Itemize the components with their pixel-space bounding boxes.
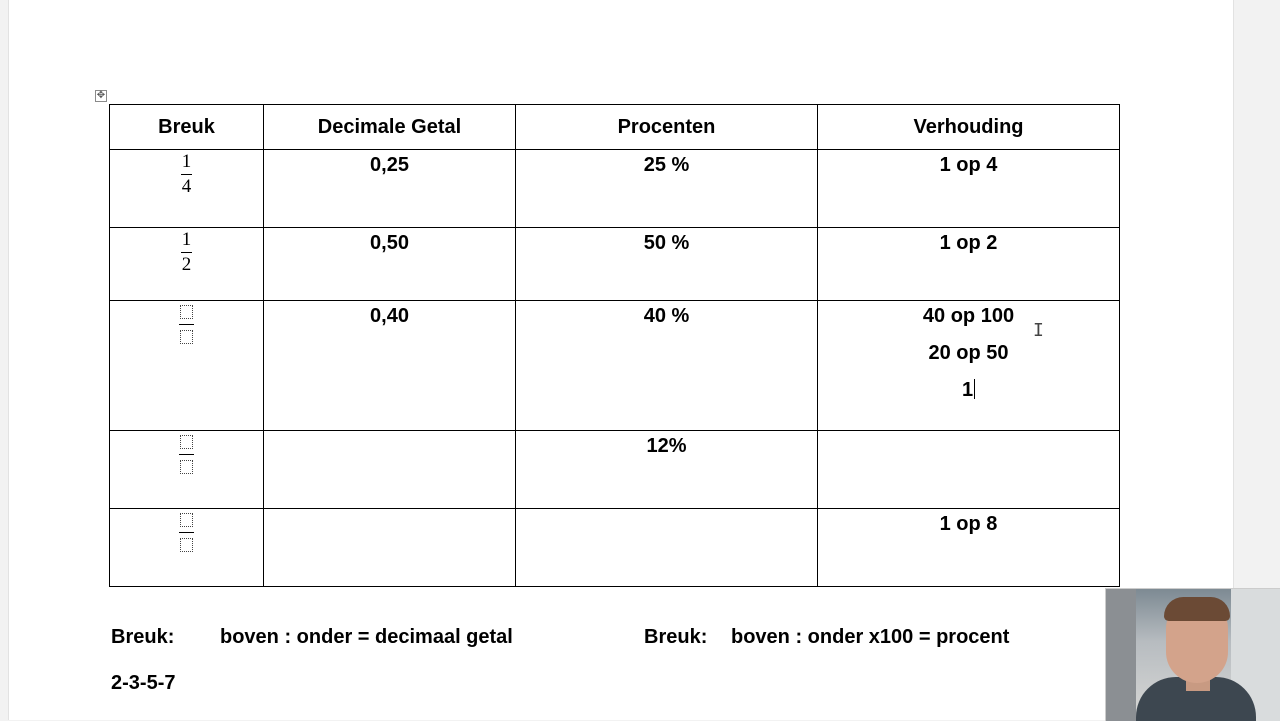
fraction-placeholder [179,433,194,476]
ratio-value-editing [818,369,1119,412]
note-left-text: boven : onder = decimaal getal [220,626,513,648]
decimal-value [264,509,515,513]
header-verhouding[interactable]: Verhouding [818,105,1120,150]
header-breuk[interactable]: Breuk [110,105,264,150]
note-primes: 2-3-5-7 [111,672,176,694]
ratio-value: 1 op 4 [939,154,998,176]
fraction [181,230,192,275]
ratio-value [818,431,1119,435]
cell-procent[interactable] [516,228,818,301]
fraction-numerator: 1 [181,229,192,250]
header-decimale-getal[interactable]: Decimale Getal [264,105,516,150]
cell-breuk[interactable] [110,301,264,431]
cell-decimaal[interactable] [264,150,516,228]
note-right-label: Breuk: [644,626,708,648]
fraction-bar [181,252,192,253]
cell-verhouding[interactable] [818,431,1120,509]
header-procenten[interactable]: Procenten [516,105,818,150]
fraction-numerator: 1 [181,151,192,172]
note-left-label: Breuk: [111,626,175,648]
cell-procent[interactable] [516,509,818,587]
conversion-table[interactable] [109,104,1120,587]
text-caret [974,379,975,399]
cell-procent[interactable] [516,150,818,228]
cell-breuk[interactable] [110,509,264,587]
fraction-placeholder [179,511,194,554]
denominator-placeholder[interactable] [180,330,193,344]
decimal-value: 0,50 [370,232,409,254]
decimal-value: 0,40 [370,305,409,327]
note-right-text: boven : onder x100 = procent [731,626,1010,648]
cell-decimaal[interactable] [264,301,516,431]
percent-value: 12% [646,435,687,457]
fraction [181,152,192,197]
table-header-row [110,105,1120,150]
ratio-value: 40 op 100 [922,305,1015,327]
numerator-placeholder[interactable] [180,305,193,319]
cell-decimaal[interactable] [264,509,516,587]
cell-verhouding[interactable] [818,150,1120,228]
cell-breuk[interactable] [110,150,264,228]
fraction-bar [179,532,194,533]
i-beam-cursor-icon: I [1033,320,1044,341]
cell-verhouding[interactable] [818,228,1120,301]
fraction-bar [179,454,194,455]
table-row [110,228,1120,301]
fraction-denominator: 2 [181,254,192,275]
fraction-placeholder [179,303,194,346]
table-row [110,301,1120,431]
percent-value: 25 % [643,154,690,176]
cell-decimaal[interactable] [264,228,516,301]
decimal-value [264,431,515,435]
ratio-value: 20 op 50 [928,342,1009,364]
ratio-value: 1 op 8 [939,513,998,535]
fraction-bar [179,324,194,325]
denominator-placeholder[interactable] [180,538,193,552]
numerator-placeholder[interactable] [180,513,193,527]
table-row [110,150,1120,228]
ratio-value: 1 op 2 [939,232,998,254]
percent-value: 40 % [643,305,690,327]
cell-procent[interactable] [516,431,818,509]
cell-decimaal[interactable] [264,431,516,509]
cell-breuk[interactable] [110,228,264,301]
decimal-value: 0,25 [370,154,409,176]
presenter-hair [1164,597,1230,621]
fraction-bar [181,174,192,175]
table-row [110,509,1120,587]
webcam-background [1106,589,1136,721]
cell-verhouding[interactable] [818,509,1120,587]
numerator-placeholder[interactable] [180,435,193,449]
fraction-denominator: 4 [181,176,192,197]
cell-breuk[interactable] [110,431,264,509]
webcam-overlay [1105,588,1280,721]
table-move-handle-icon[interactable]: ✥ [96,90,106,101]
ratio-typed-text: 1 [961,379,974,401]
percent-value: 50 % [643,232,690,254]
cell-procent[interactable] [516,301,818,431]
table-row [110,431,1120,509]
percent-value [516,509,817,513]
denominator-placeholder[interactable] [180,460,193,474]
cell-verhouding[interactable] [818,301,1120,431]
